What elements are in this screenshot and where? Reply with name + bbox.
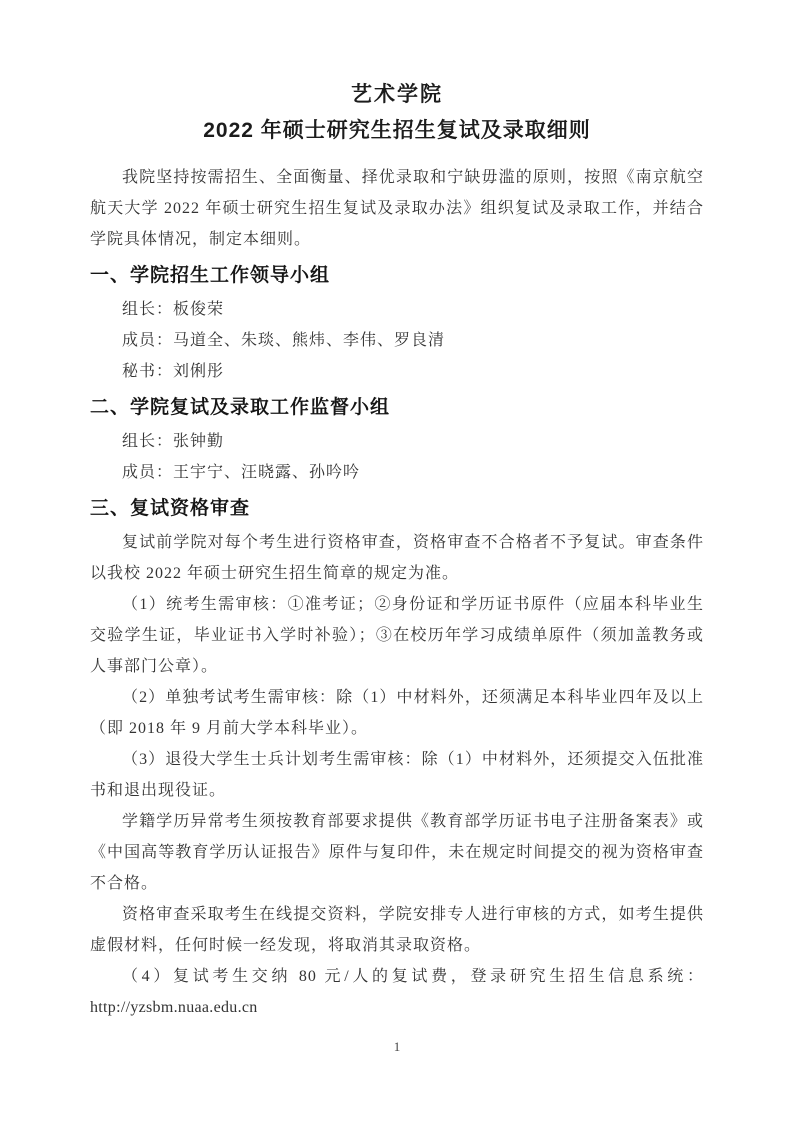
abnormal-records-paragraph: 学籍学历异常考生须按教育部要求提供《教育部学历证书电子注册备案表》或《中国高等教育学历认证报告》原件与复印件，未在规定时间提交的视为资格审查不合格。 <box>90 813 704 892</box>
recruitment-system-url: http://yzsbm.nuaa.edu.cn <box>90 999 258 1016</box>
intro-paragraph: 我院坚持按需招生、全面衡量、择优录取和宁缺毋滥的原则，按照《南京航空航天大学 2022 年硕士研究生招生复试及录取办法》组织复试及录取工作，并结合学院具体情况，制定本细则。 <box>90 169 704 248</box>
review-item-4 <box>90 961 704 1023</box>
qualification-review-intro: 复试前学院对每个考生进行资格审查，资格审查不合格者不予复试。审查条件以我校 2022 年硕士研究生招生简章的规定为准。 <box>90 534 704 582</box>
section-3-heading: 三、复试资格审查 <box>90 498 251 519</box>
section-1-heading: 一、学院招生工作领导小组 <box>90 265 331 286</box>
fee-line: （4）复试考生交纳 80 元/人的复试费，登录研究生招生信息系统： <box>122 968 704 985</box>
supervision-group-members: 成员：王宇宁、汪晓露、孙吟吟 <box>122 464 361 481</box>
doc-title: 艺术学院 <box>351 83 443 106</box>
supervision-group-chief: 组长：张钟勤 <box>122 433 225 450</box>
review-item-1: （1）统考生需审核：①准考证；②身份证和学历证书原件（应届本科毕业生交验学生证，毕业证书入学时补验）；③在校历年学习成绩单原件（须加盖教务或人事部门公章）。 <box>90 596 704 675</box>
leader-group-secretary: 秘书：刘俐彤 <box>122 363 225 380</box>
section-2-heading: 二、学院复试及录取工作监督小组 <box>90 397 391 418</box>
online-submission-paragraph: 资格审查采取考生在线提交资料，学院安排专人进行审核的方式，如考生提供虚假材料，任何时候一经发现，将取消其录取资格。 <box>90 906 704 954</box>
doc-subtitle: 2022 年硕士研究生招生复试及录取细则 <box>203 119 591 142</box>
leader-group-members: 成员：马道全、朱琰、熊炜、李伟、罗良清 <box>122 332 446 349</box>
review-item-3: （3）退役大学生士兵计划考生需审核：除（1）中材料外，还须提交入伍批准书和退出现役证。 <box>90 751 704 799</box>
leader-group-chief: 组长：板俊荣 <box>122 301 225 318</box>
page-number: 1 <box>393 1039 401 1054</box>
review-item-2: （2）单独考试考生需审核：除（1）中材料外，还须满足本科毕业四年及以上（即 2018 年 9 月前大学本科毕业）。 <box>90 689 704 737</box>
